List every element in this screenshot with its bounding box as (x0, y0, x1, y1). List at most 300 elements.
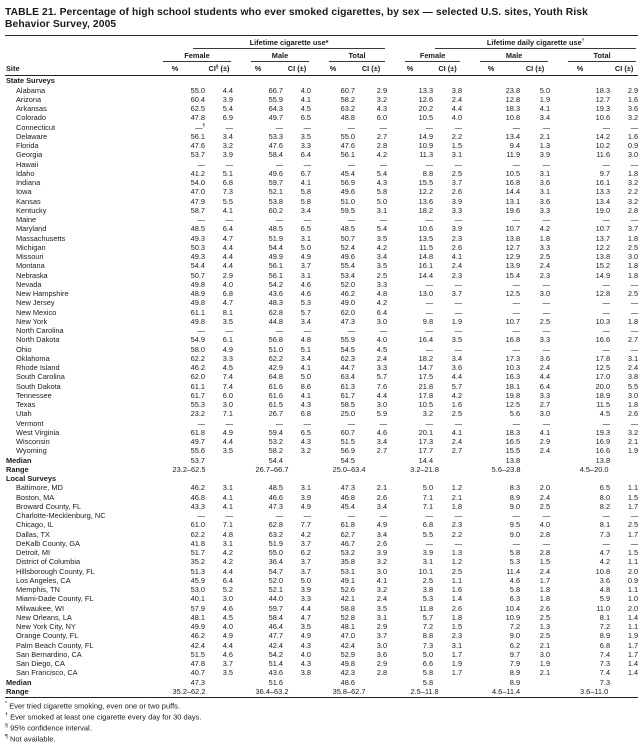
pct-cell: 60.4 (190, 94, 205, 104)
pct-cell: 12.5 (595, 363, 611, 373)
pct-cell: 7.4 (599, 668, 611, 678)
pct-cell: 8.1 (599, 612, 611, 622)
pct-cell: — (425, 307, 434, 317)
pct-cell: 46.2 (190, 631, 205, 641)
ci-cell: 4.4 (222, 252, 233, 262)
ci-cell: 1.9 (627, 446, 639, 456)
ci-cell: 3.9 (300, 492, 311, 502)
pct-cell: 52.1 (268, 585, 283, 595)
range-value-cell: 23.2–62.5 (172, 464, 206, 474)
pct-cell: 58.2 (268, 446, 283, 456)
table-row (5, 234, 638, 243)
table-row (5, 391, 638, 400)
ci-cell: 2.8 (539, 529, 551, 539)
ci-cell: 3.1 (627, 353, 639, 363)
pct-cell: 12.6 (418, 94, 434, 104)
ci-cell: 4.9 (300, 252, 311, 262)
pct-cell: 5.3 (509, 557, 521, 567)
ci-cell: — (379, 511, 388, 521)
site-cell: North Carolina (16, 326, 64, 336)
ci-cell: 2.4 (539, 492, 551, 502)
pct-cell: 55.0 (190, 85, 205, 95)
ci-cell: 4.8 (376, 289, 388, 299)
footnote-marker: ¶ (5, 733, 8, 740)
pct-cell: 46.8 (190, 492, 205, 502)
ci-cell: 1.2 (451, 557, 463, 567)
pct-cell: 40.1 (190, 594, 205, 604)
median-row (5, 678, 638, 687)
pct-cell: 18.9 (595, 390, 611, 400)
ci-cell: — (630, 215, 639, 225)
ci-cell: 1.5 (627, 548, 639, 558)
site-cell: Wisconsin (16, 437, 50, 447)
pct-cell: 58.8 (340, 603, 355, 613)
pct-cell: 55.6 (190, 446, 205, 456)
table-row (5, 261, 638, 270)
site-cell: Vermont (16, 418, 44, 428)
pct-cell: 16.6 (595, 446, 611, 456)
ci-cell: 5.0 (300, 242, 311, 252)
site-cell: San Francisco, CA (16, 668, 78, 678)
ci-cell: 2.1 (539, 640, 551, 650)
pct-cell: 8.3 (509, 483, 521, 493)
pct-cell: 11.9 (506, 150, 521, 160)
site-cell: Tennessee (16, 390, 52, 400)
table-row (5, 169, 638, 178)
pct-cell: 6.8 (599, 640, 611, 650)
pct-cell: 41.2 (190, 168, 205, 178)
pct-cell: 11.6 (596, 150, 611, 160)
ci-cell: 2.6 (376, 492, 388, 502)
ci-cell: 1.2 (451, 483, 463, 493)
ci-cell: 3.5 (300, 622, 311, 632)
ci-cell: 4.1 (222, 205, 233, 215)
ci-cell: 3.0 (539, 649, 551, 659)
pct-cell: 50.3 (190, 242, 205, 252)
ci-cell: 3.7 (300, 566, 311, 576)
footnote-text: 95% confidence interval. (10, 723, 92, 733)
median-empty-cell (520, 678, 550, 687)
pct-cell: 9.7 (599, 168, 611, 178)
site-cell: Georgia (16, 150, 43, 160)
pct-cell: 60.7 (340, 427, 355, 437)
footnote (5, 711, 636, 722)
pct-cell: 6.3 (509, 594, 521, 604)
ci-cell: 3.3 (222, 353, 233, 363)
pct-cell: 10.8 (595, 566, 611, 576)
pct-cell: 61.8 (190, 427, 205, 437)
ci-cell: 2.3 (451, 520, 463, 530)
table-row (5, 243, 638, 252)
pct-cell: 8.8 (422, 631, 434, 641)
ci-cell: 2.5 (451, 168, 463, 178)
ci-cell: 4.2 (222, 548, 233, 558)
site-cell: Hawaii (16, 159, 39, 169)
pct-cell: — (425, 511, 434, 521)
ci-cell: 3.1 (539, 168, 551, 178)
table-row (5, 132, 638, 141)
pct-cell: 51.9 (268, 233, 283, 243)
pct-cell: — (347, 326, 355, 336)
pct-cell: 63.4 (340, 372, 355, 382)
ci-cell: 3.4 (222, 131, 233, 141)
ci-cell: — (542, 279, 551, 289)
ci-cell: 6.4 (222, 224, 233, 234)
pct-cell: — (512, 298, 521, 308)
ci-cell: 3.5 (376, 603, 388, 613)
pct-cell: 55.9 (268, 94, 283, 104)
pct-cell: 44.8 (268, 316, 283, 326)
ci-cell: 1.1 (627, 622, 639, 632)
ci-cell: 2.4 (539, 363, 551, 373)
ci-cell: 3.4 (300, 316, 311, 326)
ci-cell: 3.6 (539, 353, 551, 363)
ci-cell: 1.8 (451, 612, 463, 622)
pct-cell: 54.7 (268, 566, 283, 576)
ci-cell: 3.2 (376, 557, 388, 567)
ci-cell: — (630, 279, 639, 289)
ci-cell: 1.8 (539, 585, 551, 595)
ci-cell: 6.0 (222, 390, 233, 400)
pct-cell: 7.2 (422, 622, 434, 632)
pct-cell: — (602, 159, 611, 169)
ci-cell: 3.8 (300, 668, 311, 678)
footnote (5, 700, 636, 711)
pct-cell: 5.5 (422, 529, 434, 539)
ci-cell: — (542, 122, 551, 132)
ci-cell: 3.2 (627, 427, 639, 437)
pct-cell: 58.0 (190, 344, 205, 354)
table-row (5, 446, 638, 455)
ci-cell: 2.7 (376, 131, 388, 141)
pct-cell: 12.8 (595, 289, 611, 299)
table-row (5, 308, 638, 317)
site-cell: New Jersey (16, 298, 55, 308)
table-row (5, 548, 638, 557)
pct-cell: 2.5 (422, 575, 434, 585)
ci-cell: 4.7 (222, 233, 233, 243)
pct-cell: 7.4 (599, 649, 611, 659)
pct-cell: 50.7 (190, 270, 205, 280)
ci-cell: 4.9 (222, 427, 233, 437)
range-value-cell: 26.7–66.7 (255, 464, 289, 474)
pct-cell: — (602, 511, 611, 521)
ci-cell: 1.5 (627, 492, 639, 502)
ci-cell: 1.0 (627, 594, 639, 604)
ci-cell: 3.3 (376, 363, 388, 373)
ci-cell: 1.8 (627, 261, 639, 271)
site-cell: Detroit, MI (16, 548, 51, 558)
table-row (5, 86, 638, 95)
ci-cell: — (303, 215, 311, 225)
pct-cell: 56.8 (268, 335, 283, 345)
pct-cell: 49.8 (190, 298, 205, 308)
pct-cell: 48.5 (268, 224, 283, 234)
pct-header: % (387, 62, 433, 76)
pct-cell: 52.0 (268, 575, 283, 585)
ci-cell: 2.2 (451, 131, 463, 141)
ci-cell: 3.4 (376, 437, 388, 447)
pct-cell: 59.7 (268, 603, 283, 613)
table-row (5, 668, 638, 677)
ci-cell: 1.9 (627, 631, 639, 641)
median-empty-cell (283, 678, 311, 687)
ci-cell: — (542, 159, 551, 169)
pct-cell: 3.9 (422, 548, 434, 558)
pct-cell: 53.8 (268, 196, 283, 206)
pct-cell: — (347, 159, 355, 169)
ci-cell: 2.0 (627, 603, 639, 613)
range-value-cell: 25.0–63.4 (332, 464, 366, 474)
pct-cell: 47.3 (268, 501, 283, 511)
ci-cell: 5.0 (300, 372, 311, 382)
median-value-cell: 7.3 (599, 677, 611, 687)
ci-cell: 1.8 (451, 501, 463, 511)
pct-cell: 62.8 (268, 307, 283, 317)
pct-cell: 16.3 (505, 372, 521, 382)
pct-cell: 9.0 (509, 631, 521, 641)
ci-cell: 3.0 (627, 252, 639, 262)
ci-cell: — (542, 215, 551, 225)
pct-cell: 13.6 (418, 196, 434, 206)
ci-cell: 2.7 (376, 446, 388, 456)
ci-cell: 2.4 (376, 594, 388, 604)
pct-cell: — (602, 538, 611, 548)
pct-cell: — (602, 215, 611, 225)
ci-cell: 3.4 (376, 252, 388, 262)
table-header (5, 36, 638, 76)
ci-cell: 1.3 (451, 548, 463, 558)
median-value-cell: 13.8 (595, 455, 611, 465)
table-row (5, 493, 638, 502)
ci-cell: 3.7 (300, 538, 311, 548)
ci-cell: 4.4 (222, 640, 233, 650)
pct-cell: — (275, 159, 283, 169)
ci-cell: 4.4 (376, 390, 388, 400)
ci-cell: 1.8 (627, 233, 639, 243)
pct-cell: 11.5 (596, 400, 611, 410)
site-cell: Iowa (16, 187, 32, 197)
pct-cell: 56.1 (268, 270, 283, 280)
ci-cell: 2.1 (627, 437, 639, 447)
ci-cell: 2.1 (539, 131, 551, 141)
site-cell: Arizona (16, 94, 42, 104)
ci-cell: 5.5 (627, 381, 639, 391)
pct-cell: 8.9 (509, 492, 521, 502)
pct-cell: 56.1 (268, 261, 283, 271)
table-row (5, 160, 638, 169)
pct-cell: 42.1 (340, 594, 355, 604)
ci-cell: 2.5 (627, 242, 639, 252)
pct-cell: 56.9 (340, 178, 355, 188)
ci-cell: — (630, 344, 639, 354)
footnote-marker: † (5, 711, 8, 718)
pct-cell: 12.7 (505, 242, 521, 252)
pct-cell: 43.6 (268, 289, 283, 299)
median-value-cell: 53.7 (190, 455, 205, 465)
ci-cell: 2.4 (451, 437, 463, 447)
pct-cell: 9.5 (509, 520, 521, 530)
pct-header: % (311, 62, 355, 76)
pct-cell: — (602, 307, 611, 317)
ci-cell: 4.4 (300, 603, 311, 613)
pct-cell: 62.0 (340, 307, 355, 317)
ci-header: CI (±) (283, 62, 311, 76)
pct-cell: 46.2 (340, 289, 355, 299)
pct-cell: — (347, 511, 355, 521)
ci-cell: 4.0 (300, 649, 311, 659)
pct-cell: 20.0 (595, 381, 611, 391)
ci-cell: 2.6 (451, 187, 463, 197)
pct-cell: 16.8 (505, 335, 521, 345)
ci-cell: — (630, 418, 639, 428)
pct-cell: 10.7 (595, 224, 611, 234)
pct-cell: 58.7 (190, 205, 205, 215)
pct-cell: 58.5 (340, 400, 355, 410)
table-row (5, 298, 638, 307)
ci-cell: — (630, 298, 639, 308)
ci-cell: — (630, 511, 639, 521)
table-bottom-rule (5, 697, 638, 698)
pct-cell: 10.6 (418, 224, 434, 234)
pct-cell: — (512, 159, 521, 169)
table-row (5, 428, 638, 437)
pct-cell: 61.6 (268, 381, 283, 391)
pct-cell: 49.1 (340, 575, 355, 585)
pct-cell: 49.6 (340, 252, 355, 262)
pct-cell: 7.1 (422, 501, 434, 511)
pct-cell: 46.2 (190, 363, 205, 373)
footnote-marker: § (5, 722, 8, 729)
ci-cell: 4.6 (222, 649, 233, 659)
ci-cell: 4.0 (451, 113, 463, 123)
range-label: Range (6, 464, 29, 474)
pct-cell: 62.2 (190, 353, 205, 363)
pct-cell: 18.3 (505, 104, 521, 114)
range-row (5, 687, 638, 696)
ci-cell: 2.4 (539, 261, 551, 271)
median-empty-cell (433, 678, 462, 687)
ci-cell: 6.4 (376, 307, 388, 317)
pct-cell: 53.7 (190, 150, 205, 160)
pct-cell: 58.2 (340, 94, 355, 104)
ci-cell: 2.1 (451, 492, 463, 502)
ci-cell: — (379, 326, 388, 336)
median-empty-cell (355, 456, 387, 465)
ci-cell: 2.9 (376, 622, 388, 632)
subgroup-total-2: Total (550, 49, 638, 62)
ci-cell: 2.5 (539, 252, 551, 262)
ci-cell: 4.9 (222, 344, 233, 354)
ci-cell: 3.0 (376, 400, 388, 410)
ci-cell: 2.3 (451, 233, 463, 243)
pct-cell: — (602, 298, 611, 308)
ci-cell: 5.5 (222, 196, 233, 206)
pct-cell: 3.2 (422, 409, 434, 419)
pct-cell: 53.2 (268, 437, 283, 447)
pct-cell: — (275, 326, 283, 336)
site-cell: Indiana (16, 178, 41, 188)
pct-cell: 10.7 (505, 224, 521, 234)
pct-cell: 18.3 (505, 427, 521, 437)
pct-cell: 7.9 (509, 659, 521, 669)
table-row (5, 400, 638, 409)
ci-cell: — (303, 122, 311, 132)
table-row (5, 576, 638, 585)
pct-cell: 10.9 (418, 141, 434, 151)
table-row (5, 178, 638, 187)
pct-cell: 10.7 (505, 316, 521, 326)
ci-cell: 1.5 (451, 141, 463, 151)
ci-cell: 3.5 (451, 335, 463, 345)
pct-header: % (550, 62, 610, 76)
pct-cell: 43.3 (190, 501, 205, 511)
site-cell: Connecticut (16, 122, 56, 132)
pct-cell: 53.3 (268, 131, 283, 141)
site-cell: Arkansas (16, 104, 47, 114)
pct-cell: 17.0 (595, 372, 611, 382)
pct-cell: 14.9 (595, 270, 611, 280)
subgroup-male-2: Male (462, 49, 550, 62)
ci-cell: 3.1 (376, 612, 388, 622)
site-cell: Kentucky (16, 205, 47, 215)
ci-cell: 4.3 (300, 400, 311, 410)
ci-cell: 1.7 (627, 529, 639, 539)
pct-cell: — (197, 215, 205, 225)
pct-cell: 61.6 (268, 390, 283, 400)
pct-cell: 55.0 (340, 131, 355, 141)
ci-cell: 3.1 (451, 640, 463, 650)
site-cell: Montana (16, 261, 45, 271)
pct-cell: 63.2 (268, 529, 283, 539)
ci-cell: 4.0 (376, 335, 388, 345)
ci-cell: — (454, 159, 463, 169)
table-row (5, 594, 638, 603)
ci-cell: 2.6 (451, 603, 463, 613)
site-cell: Alabama (16, 85, 46, 95)
ci-cell: 5.4 (376, 168, 388, 178)
ci-cell: 1.7 (627, 640, 639, 650)
table-row (5, 520, 638, 529)
ci-cell: — (225, 511, 233, 521)
footnote-text: Ever smoked at least one cigarette every day for 30 days. (10, 712, 202, 722)
pct-cell: 48.1 (340, 622, 355, 632)
pct-cell: 5.6 (509, 409, 521, 419)
ci-cell: 5.4 (376, 224, 388, 234)
pct-cell: 48.9 (190, 289, 205, 299)
pct-cell: 11.3 (419, 150, 434, 160)
ci-cell: 1.8 (627, 270, 639, 280)
pct-cell: 3.8 (422, 585, 434, 595)
ci-cell: 1.8 (539, 594, 551, 604)
site-cell: Dallas, TX (16, 529, 50, 539)
median-empty-cell (520, 456, 550, 465)
pct-cell: — (425, 122, 434, 132)
site-cell: Miami-Dade County, FL (16, 594, 94, 604)
pct-cell: 4.7 (599, 548, 611, 558)
ci-cell: 2.9 (539, 437, 551, 447)
ci-cell: 5.7 (300, 307, 311, 317)
pct-cell: 58.4 (268, 150, 283, 160)
ci-cell: 4.3 (300, 437, 311, 447)
pct-header: % (462, 62, 520, 76)
pct-cell: 44.0 (268, 594, 283, 604)
ci-cell: 1.7 (627, 501, 639, 511)
pct-cell: — (347, 215, 355, 225)
ci-cell: — (630, 538, 639, 548)
site-cell: New Orleans, LA (16, 612, 72, 622)
pct-cell: 55.9 (340, 335, 355, 345)
